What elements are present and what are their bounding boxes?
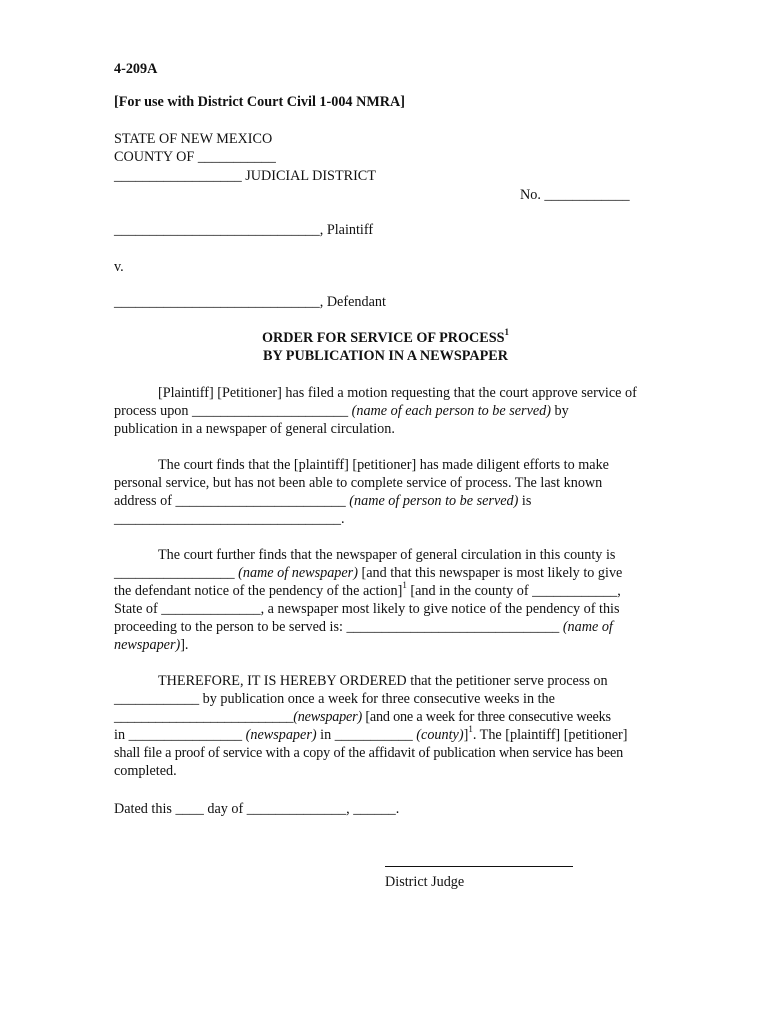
- para4-line4: in ________________ (newspaper) in ___________ (county)]$^1$. The [plaintiff] [petitioner]: [114, 724, 628, 743]
- defendant-line: _____________________________, Defendant: [114, 294, 386, 310]
- paragraph-order: [114, 672, 657, 780]
- plaintiff-line: _____________________________, Plaintiff: [114, 222, 374, 238]
- para2-line3: address of ________________________ (name of person to be served) is: [114, 493, 532, 509]
- para4-line2: ____________ by publication once a week for three consecutive weeks in the: [114, 691, 555, 707]
- para2-line2: personal service, but has not been able to complete service of process. The last known: [114, 475, 603, 491]
- para3-line5: proceeding to the person to be served is: ______________________________ (name of: [114, 619, 613, 635]
- usage-note: [For use with District Court Civil 1-004 NMRA]: [114, 94, 405, 110]
- para1-line2: process upon ______________________ (name of each person to be served) by: [114, 403, 569, 419]
- caption-county: COUNTY OF ___________: [114, 149, 276, 165]
- para4-line1: THEREFORE, IT IS HEREBY ORDERED that the petitioner serve process on: [158, 673, 608, 689]
- para4-line3: __________________________(newspaper) [and one a week for three consecutive weeks: [114, 709, 611, 725]
- signature-rule: [385, 866, 573, 867]
- para3-line4: State of ______________, a newspaper most likely to give notice of the pendency of this: [114, 601, 620, 617]
- para3-line6: newspaper)].: [114, 637, 189, 653]
- paragraph-diligent-efforts: [114, 456, 657, 528]
- paragraph-newspaper: [114, 546, 657, 654]
- form-number: 4-209A: [114, 61, 158, 77]
- dated-line: Dated this ____ day of ______________, ______.: [114, 801, 400, 817]
- title-line1: ORDER FOR SERVICE OF PROCESS: [261, 330, 505, 346]
- title-footnote-mark: 1: [504, 327, 510, 338]
- case-number: No. ____________: [520, 187, 630, 203]
- para3-line3: the defendant notice of the pendency of the action]$^1$ [and in the county of ____________,: [114, 580, 621, 599]
- order-title: [114, 329, 657, 347]
- title-line2: BY PUBLICATION IN A NEWSPAPER: [263, 348, 508, 364]
- paragraph-motion: [114, 384, 657, 438]
- caption-district: __________________ JUDICIAL DISTRICT: [114, 168, 376, 184]
- para1-line3: publication in a newspaper of general circulation.: [114, 421, 395, 437]
- versus: v.: [114, 259, 124, 275]
- para2-line4: ________________________________.: [114, 511, 345, 527]
- para4-line5: shall file a proof of service with a copy of the affidavit of publication when service has been: [114, 745, 624, 761]
- signature-label: District Judge: [385, 874, 465, 890]
- para2-line1: The court finds that the [plaintiff] [petitioner] has made diligent efforts to make: [158, 457, 609, 473]
- para1-line1: [Plaintiff] [Petitioner] has filed a motion requesting that the court approve service of: [158, 385, 637, 401]
- para3-line2: _________________ (name of newspaper) [and that this newspaper is most likely to give: [114, 565, 623, 581]
- para4-line6: completed.: [114, 763, 177, 779]
- para3-line1: The court further finds that the newspaper of general circulation in this county is: [158, 547, 616, 563]
- caption-state: STATE OF NEW MEXICO: [114, 131, 273, 147]
